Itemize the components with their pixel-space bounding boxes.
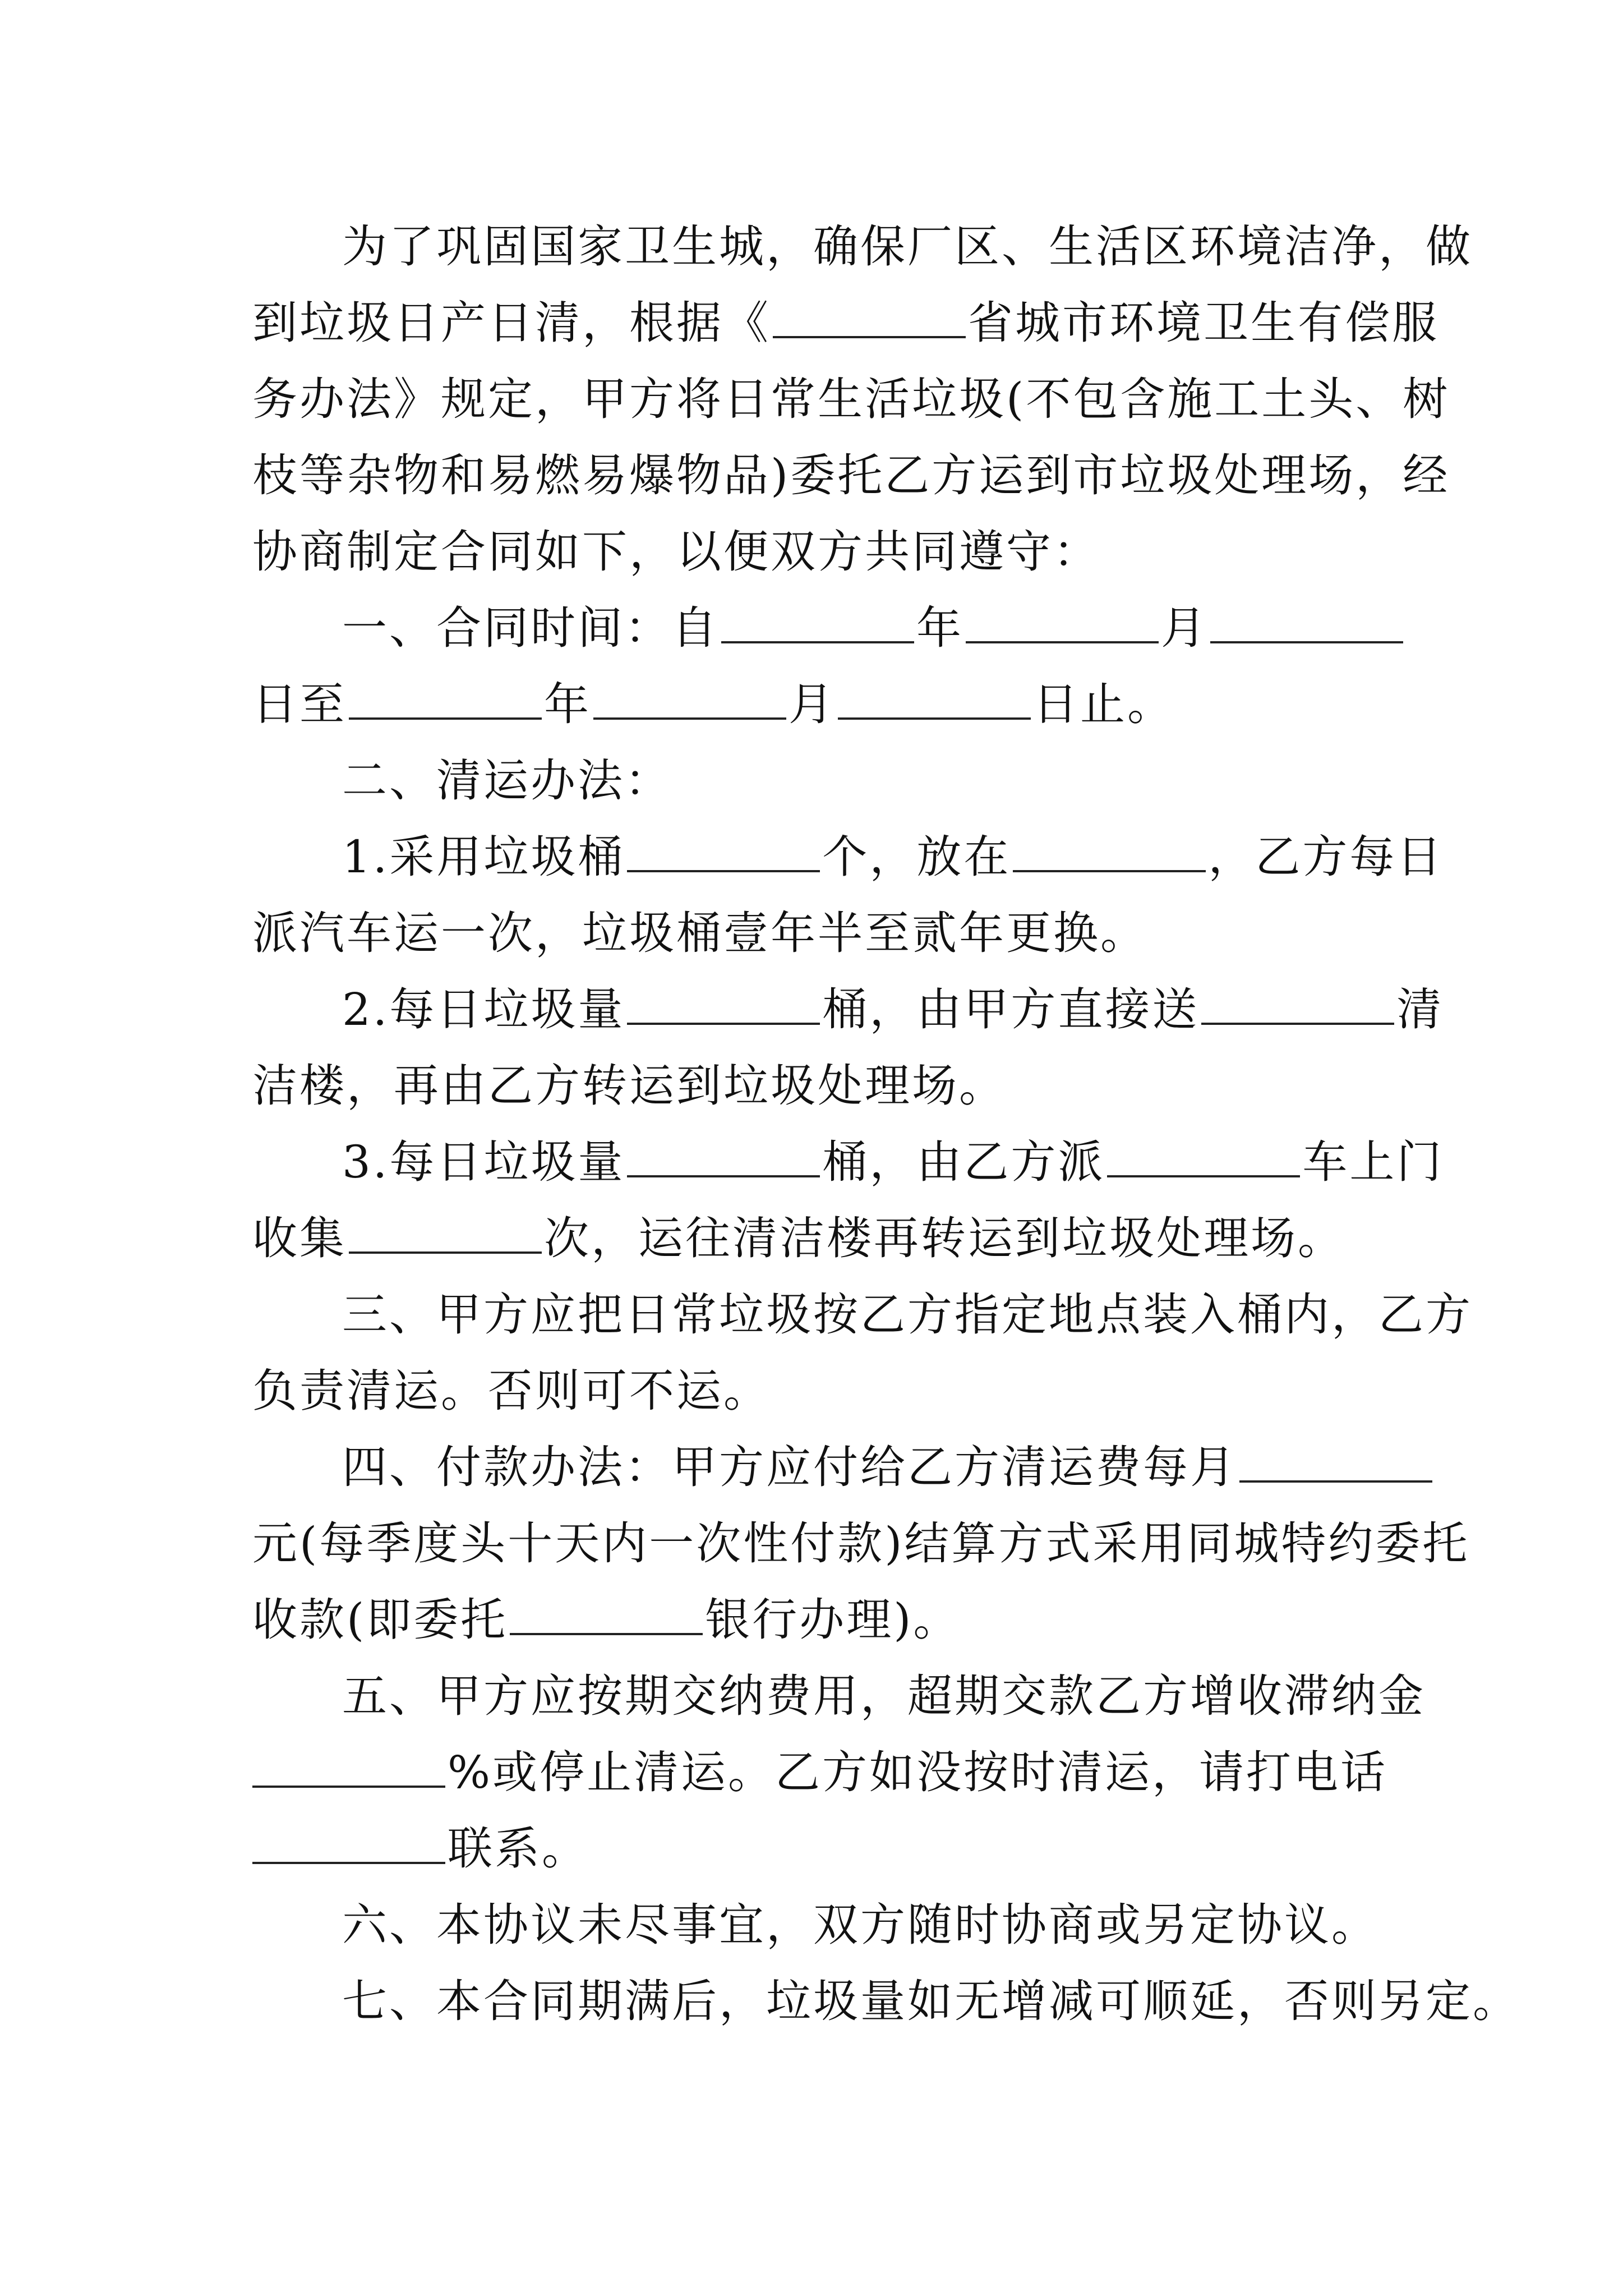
section-5-line-3 [252,1810,1380,1888]
blank-end-day[interactable] [838,684,1031,720]
section-4-line-3 [252,1581,1380,1659]
blank-monthly-fee[interactable] [1239,1447,1432,1483]
section-2-item-3-line-1 [252,1123,1444,1202]
text: 枝等杂物和易燃易爆物品)委托乙方运到市垃圾处理场，经 [252,449,1450,501]
text: 日至 [252,678,347,730]
text: 清 [1396,983,1444,1036]
text: 车上门 [1302,1136,1444,1188]
text: 桶，由乙方派 [822,1136,1105,1188]
blank-collection-times[interactable] [349,1218,542,1254]
text: 月 [1161,602,1208,654]
section-2-item-1-line-1 [252,818,1444,896]
text: 负责清运。否则可不运。 [252,1365,771,1417]
blank-daily-volume-b[interactable] [627,1142,820,1177]
text: 2.每日垃圾量 [342,983,625,1036]
text: 一、合同时间：自 [342,602,719,654]
blank-delivery-place[interactable] [1201,989,1394,1025]
text: 银行办理)。 [705,1594,961,1646]
blank-end-year[interactable] [349,684,542,720]
section-2-item-1-line-2 [252,894,1380,973]
section-1-line-1 [252,589,1380,668]
text: 协商制定合同如下，以便双方共同遵守： [252,526,1100,578]
blank-late-fee-rate[interactable] [252,1752,445,1788]
text: ，乙方每日 [1208,831,1444,883]
blank-bin-location[interactable] [1013,836,1206,872]
section-4-line-2 [252,1504,1470,1583]
section-5-line-2 [252,1733,1388,1812]
section-2-title [252,742,1380,820]
blank-phone[interactable] [252,1828,445,1864]
blank-bin-count[interactable] [627,836,820,872]
text: 年 [544,678,591,730]
text: 务办法》规定，甲方将日常生活垃圾(不包含施工土头、树 [252,373,1450,425]
blank-daily-volume-a[interactable] [627,989,820,1025]
blank-start-year[interactable] [721,608,914,643]
text: 三、甲方应把日常垃圾按乙方指定地点装入桶内，乙方 [342,1289,1473,1341]
section-2-item-3-line-2 [252,1199,1380,1278]
section-3-line-2 [252,1352,1380,1430]
text: 四、付款办法：甲方应付给乙方清运费每月 [342,1441,1237,1493]
text: 日止。 [1033,678,1174,730]
paragraph-intro-line-5 [252,513,1380,591]
text: 省城市环境卫生有偿服 [968,297,1439,349]
blank-vehicle[interactable] [1107,1142,1300,1177]
text: 到垃圾日产日清，根据《 [252,297,771,349]
blank-bank[interactable] [510,1599,703,1635]
text: 洁楼，再由乙方转运到垃圾处理场。 [252,1060,1006,1112]
text: 派汽车运一次，垃圾桶壹年半至贰年更换。 [252,907,1147,959]
text: 六、本协议未尽事宜，双方随时协商或另定协议。 [342,1899,1378,1951]
text: 联系。 [448,1823,589,1875]
text: 收款(即委托 [252,1594,508,1646]
text: 3.每日垃圾量 [342,1136,625,1188]
section-1-line-2 [252,665,1380,744]
text: 二、清运办法： [342,754,672,807]
section-5-line-1 [252,1657,1426,1736]
section-2-item-2-line-2 [252,1047,1380,1125]
text: %或停止清运。乙方如没按时清运，请打电话 [448,1746,1388,1798]
text: 1.采用垃圾桶 [342,831,625,883]
text: 收集 [252,1212,347,1264]
text: 桶，由甲方直接送 [822,983,1200,1036]
paragraph-intro-line-2 [252,284,1439,362]
blank-start-day[interactable] [1210,608,1403,643]
section-4-line-1 [252,1428,1380,1507]
text: 为了巩固国家卫生城，确保厂区、生活区环境洁净，做 [342,220,1473,273]
section-6 [252,1886,1380,1964]
paragraph-intro-line-4 [252,436,1450,515]
text: 年 [916,602,963,654]
blank-province[interactable] [773,302,966,338]
blank-start-month[interactable] [966,608,1159,643]
section-7 [252,1962,1520,2041]
text: 个，放在 [822,831,1011,883]
text: 次，运往清洁楼再转运到垃圾处理场。 [544,1212,1345,1264]
section-2-item-2-line-1 [252,970,1444,1049]
text: 月 [789,678,836,730]
section-3-line-1 [252,1276,1473,1354]
text: 元(每季度头十天内一次性付款)结算方式采用同城特约委托 [252,1517,1470,1570]
text: 五、甲方应按期交纳费用，超期交款乙方增收滞纳金 [342,1670,1426,1722]
paragraph-intro-line-1 [252,208,1473,286]
blank-end-month[interactable] [593,684,786,720]
paragraph-intro-line-3 [252,360,1450,439]
text: 七、本合同期满后，垃圾量如无增减可顺延，否则另定。 [342,1975,1520,2027]
